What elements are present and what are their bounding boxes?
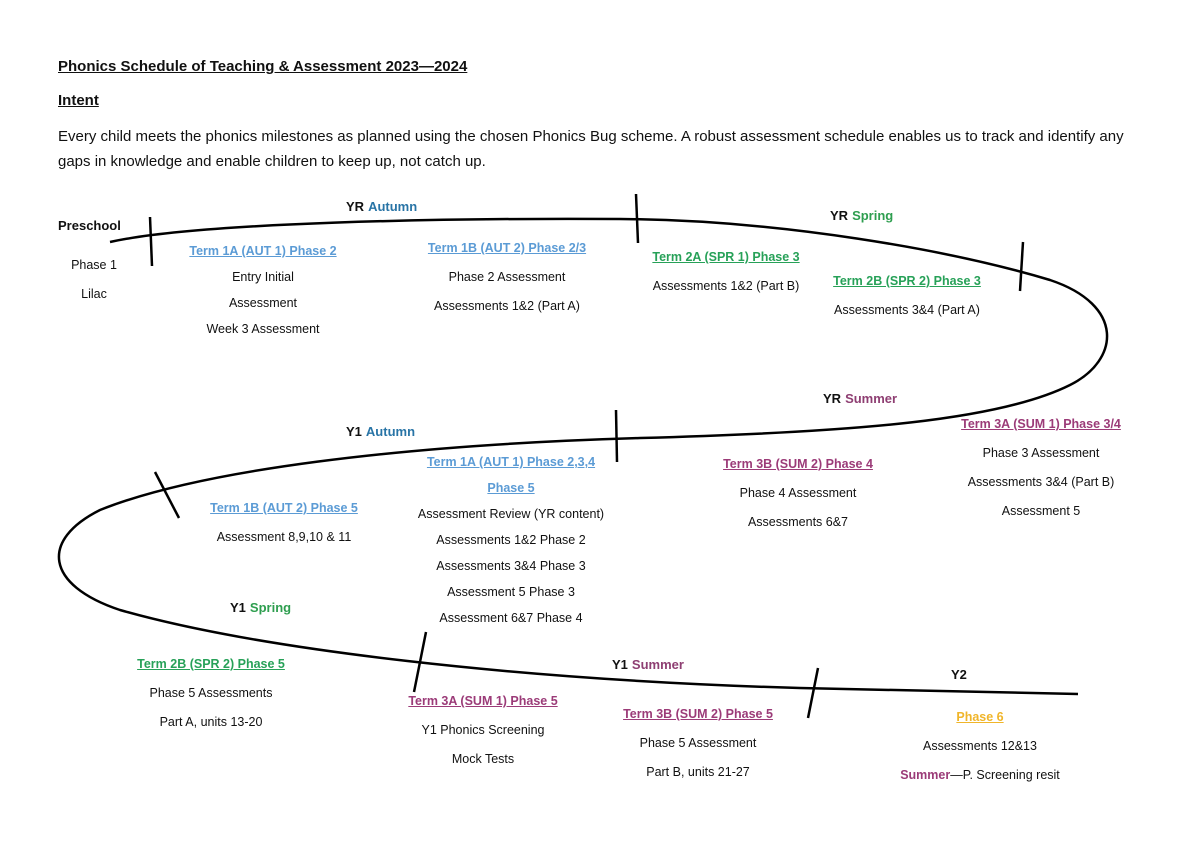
term-heading: Term 1A (AUT 1) Phase 2,3,4	[426, 455, 596, 469]
block-line: Lilac	[81, 287, 107, 301]
term-heading: Term 3A (SUM 1) Phase 5	[408, 694, 558, 708]
intent-text: Every child meets the phonics milestones as planned using the chosen Phonics Bug scheme. A robust assessment schedule enables us to track and identify any gaps in knowledge and enable children to keep up, not catch up.	[58, 128, 1124, 170]
term-line: Assessments 3&4 (Part A)	[834, 303, 980, 317]
label-year: Y1	[230, 600, 246, 615]
term-block-yr-1a	[173, 238, 353, 342]
term-heading: Term 3B (SUM 2) Phase 4	[723, 457, 873, 471]
term-heading: Term 2A (SPR 1) Phase 3	[652, 250, 800, 264]
term-heading: Phase 6	[956, 710, 1004, 724]
divider-y1-autumn	[155, 472, 179, 518]
term-line: Assessments 1&2 (Part B)	[652, 279, 800, 293]
term-block-yr-1b	[412, 234, 602, 321]
term-line: Phase 5 Assessment	[639, 736, 757, 750]
term-block-y1-3b	[613, 700, 783, 787]
term-block-y2-phase6	[885, 703, 1075, 790]
term-line: Assessments 6&7	[747, 515, 849, 529]
term-line: Assessment Review (YR content)	[417, 507, 605, 521]
term-block-yr-2b	[822, 267, 992, 325]
term-block-y1-3a	[398, 687, 568, 774]
divider-y1-y2	[808, 668, 818, 718]
summer-rest: —P. Screening resit	[950, 768, 1060, 782]
divider-yr-spring-summer	[1020, 242, 1023, 291]
label-season: Summer	[631, 657, 684, 672]
divider-preschool	[150, 217, 152, 266]
term-heading: Term 1B (AUT 2) Phase 5	[210, 501, 358, 515]
term-line: Y1 Phonics Screening	[421, 723, 545, 737]
label-season: Spring	[852, 208, 894, 223]
label-year: YR	[346, 199, 365, 214]
term-line: Assessments 1&2 (Part A)	[434, 299, 580, 313]
term-line: Phase 3 Assessment	[982, 446, 1100, 460]
term-line: Phase 4 Assessment	[739, 486, 857, 500]
label-yr-spring	[830, 208, 893, 223]
label-y1-autumn	[346, 424, 415, 439]
term-heading: Term 1B (AUT 2) Phase 2/3	[427, 241, 587, 255]
label-yr-summer	[823, 391, 897, 406]
block-line: Phase 1	[71, 258, 117, 272]
term-line	[885, 761, 1075, 790]
term-heading: Term 1A (AUT 1) Phase 2	[189, 244, 337, 258]
label-preschool: Preschool	[58, 218, 121, 233]
intent-heading: Intent	[58, 92, 99, 109]
term-line: Mock Tests	[451, 752, 515, 766]
term-block-yr-3b	[713, 450, 883, 537]
label-yr-autumn	[346, 199, 417, 214]
divider-yr-autumn-spring	[636, 194, 638, 243]
term-block-y1-1a	[406, 449, 616, 631]
label-season: Summer	[845, 391, 898, 406]
term-line: Phase 5 Assessments	[149, 686, 273, 700]
label-year: Y1	[612, 657, 628, 672]
term-line: Assessment 5 Phase 3	[447, 585, 575, 599]
term-heading: Term 2B (SPR 2) Phase 5	[137, 657, 285, 671]
term-heading: Term 2B (SPR 2) Phase 3	[833, 274, 981, 288]
term-line: Part B, units 21-27	[646, 765, 750, 779]
page-title: Phonics Schedule of Teaching & Assessment 2023—2024	[58, 58, 468, 75]
label-season: Autumn	[365, 424, 416, 439]
label-y1-summer	[612, 657, 684, 672]
term-line: Assessments 12&13	[923, 739, 1037, 753]
term-line: Phase 2 Assessment	[448, 270, 566, 284]
label-season: Spring	[249, 600, 292, 615]
term-line: Assessments 3&4 Phase 3	[436, 559, 586, 573]
label-y2: Y2	[951, 667, 967, 682]
term-line: Assessment	[228, 296, 298, 310]
term-block-yr-2a	[641, 243, 811, 301]
term-heading: Phase 5	[487, 481, 535, 495]
term-block-y1-2b	[126, 650, 296, 737]
divider-yr-y1	[616, 410, 617, 462]
term-line: Entry Initial	[232, 270, 294, 284]
term-line: Assessment 8,9,10 & 11	[216, 530, 352, 544]
label-year: Y1	[346, 424, 362, 439]
label-season: Autumn	[368, 199, 418, 214]
term-line: Week 3 Assessment	[206, 322, 320, 336]
term-line: Part A, units 13-20	[159, 715, 263, 729]
preschool-block	[54, 251, 134, 309]
term-line: Assessment 6&7 Phase 4	[439, 611, 583, 625]
label-y1-spring	[230, 600, 291, 615]
term-line: Assessments 1&2 Phase 2	[436, 533, 586, 547]
term-heading: Term 3A (SUM 1) Phase 3/4	[961, 417, 1121, 431]
label-year: YR	[830, 208, 849, 223]
term-block-y1-1b	[199, 494, 369, 552]
term-line: Assessment 5	[1001, 504, 1081, 518]
term-block-yr-3a	[946, 410, 1136, 526]
label-year: YR	[823, 391, 842, 406]
term-heading: Term 3B (SUM 2) Phase 5	[623, 707, 773, 721]
summer-word: Summer	[900, 768, 951, 782]
term-line: Assessments 3&4 (Part B)	[967, 475, 1115, 489]
